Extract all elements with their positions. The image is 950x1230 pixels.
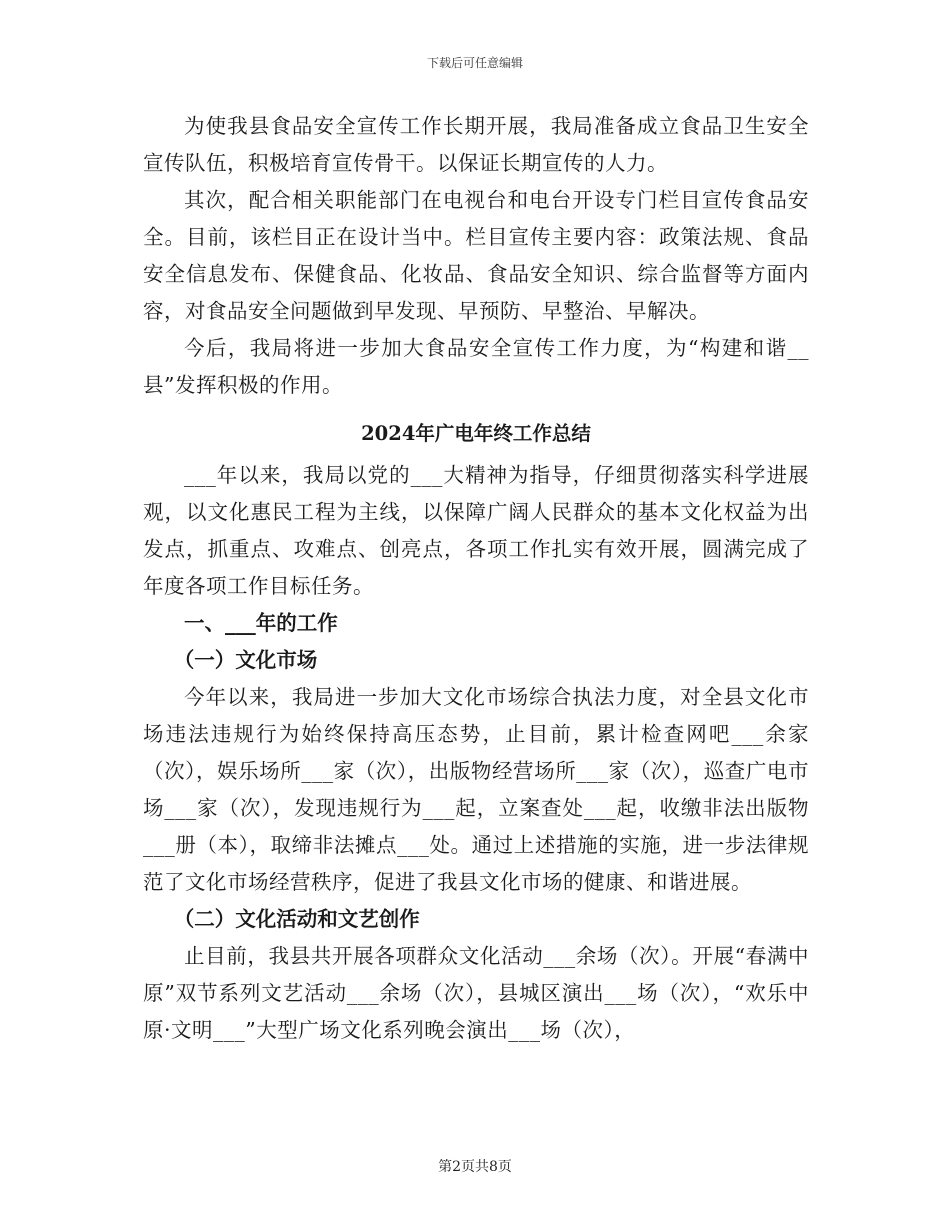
section-heading-work: 一、___年的工作: [184, 611, 338, 635]
page-footer: 第2页共8页: [438, 1159, 512, 1175]
paragraph-tv-radio-column: 其次，配合相关职能部门在电视台和电台开设专门栏目宣传食品安全。目前，该栏目正在设计当中。栏目宣传主要内容：政策法规、食品安全信息发布、保健食品、化妆品、食品安全知识、综合监督等方面内容，对食品安全问题做到早发现、早预防、早整治、早解决。: [143, 188, 809, 323]
paragraph-cultural-activities: 止目前，我县共开展各项群众文化活动___余场（次）。开展“春满中原”双节系列文艺活动___余场（次），县城区演出___场（次），“欢乐中原·文明___”大型广场文化系列晚会演出___场（次），: [143, 944, 809, 1042]
subsection-heading-cultural-market: （一）文化市场: [173, 648, 318, 672]
paragraph-food-safety-team: 为使我县食品安全宣传工作长期开展，我局准备成立食品卫生安全宣传队伍，积极培育宣传骨干。以保证长期宣传的人力。: [143, 114, 809, 175]
paragraph-future-plan: 今后，我局将进一步加大食品安全宣传工作力度，为“构建和谐__县”发挥积极的作用。: [143, 336, 809, 397]
paragraph-cultural-market: 今年以来，我局进一步加大文化市场综合执法力度，对全县文化市场违法违规行为始终保持高压态势，止目前，累计检查网吧___余家（次），娱乐场所___家（次），出版物经营场所___家（次），巡查广电市场___家（次），发现违规行为___起，立案查处___起，收缴非法出版物___册（本），取缔非法摊点___处。通过上述措施的实施，进一步法律规范了文化市场经营秩序，促进了我县文化市场的健康、和谐进展。: [143, 685, 809, 894]
document-title: 2024年广电年终工作总结: [361, 422, 591, 445]
page-header: 下载后可任意编辑: [426, 56, 523, 70]
document-body: [143, 108, 809, 1049]
subsection-heading-cultural-activities: （二）文化活动和文艺创作: [173, 907, 420, 931]
paragraph-intro: ___年以来，我局以党的___大精神为指导，仔细贯彻落实科学进展观，以文化惠民工程为主线，以保障广阔人民群众的基本文化权益为出发点，抓重点、攻难点、创亮点，各项工作扎实有效开展，圆满完成了年度各项工作目标任务。: [143, 463, 809, 598]
